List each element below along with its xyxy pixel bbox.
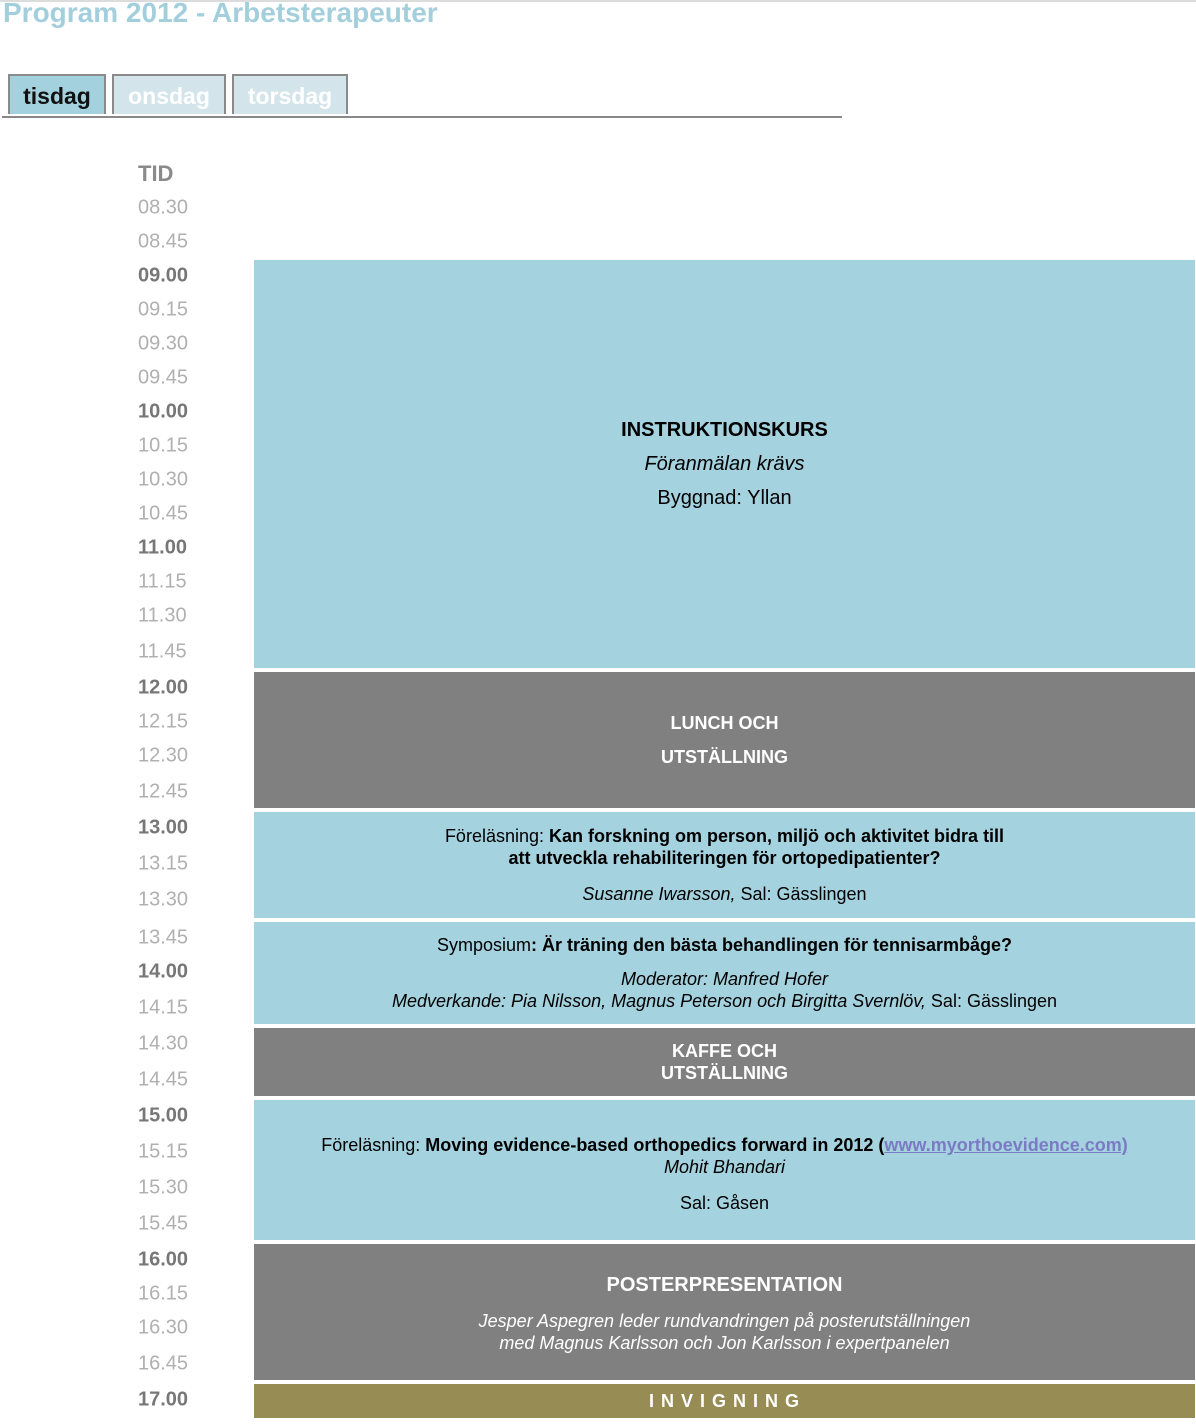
event-title-line2: UTSTÄLLNING bbox=[661, 1063, 788, 1083]
event-instruktionskurs bbox=[254, 260, 1195, 668]
time-label: 11.00 bbox=[138, 536, 187, 559]
time-label: 15.15 bbox=[138, 1140, 189, 1163]
time-label: 17.00 bbox=[138, 1388, 189, 1411]
time-label: 10.30 bbox=[138, 468, 189, 491]
time-label: 10.15 bbox=[138, 434, 189, 457]
time-label: 11.30 bbox=[138, 604, 187, 627]
event-forelasning-evidence bbox=[254, 1100, 1195, 1240]
time-label: 12.00 bbox=[138, 676, 189, 699]
event-title-line bbox=[321, 1134, 1128, 1156]
event-symposium bbox=[254, 922, 1195, 1024]
event-title-line bbox=[437, 934, 1012, 956]
page-title: Program 2012 - Arbetsterapeuter bbox=[3, 0, 438, 28]
event-posterpresentation bbox=[254, 1244, 1195, 1380]
event-moderator: Moderator: Manfred Hofer bbox=[620, 969, 829, 989]
time-label: 16.45 bbox=[138, 1352, 189, 1375]
time-label: 11.15 bbox=[138, 570, 187, 593]
event-speaker: Mohit Bhandari bbox=[663, 1157, 786, 1177]
event-room: Sal: Gässlingen bbox=[735, 884, 867, 904]
time-label: 13.15 bbox=[138, 852, 189, 875]
event-participants-line bbox=[392, 990, 1057, 1012]
event-title: I N V I G N I N G bbox=[648, 1391, 800, 1411]
event-title-line1 bbox=[445, 825, 1004, 847]
time-label: 09.00 bbox=[138, 264, 189, 287]
event-invigning bbox=[254, 1384, 1195, 1418]
event-participants: Medverkande: Pia Nilsson, Magnus Peterson och Birgitta Svernlöv, bbox=[391, 991, 926, 1011]
time-label: 08.45 bbox=[138, 230, 189, 253]
event-description-line1: Jesper Aspegren leder rundvandringen på posterutställningen bbox=[478, 1311, 971, 1331]
event-title: Moving evidence-based orthopedics forward in 2012 ( bbox=[425, 1135, 885, 1155]
time-label: 13.45 bbox=[138, 926, 189, 949]
time-label: 08.30 bbox=[138, 196, 189, 219]
time-label: 14.00 bbox=[138, 960, 189, 983]
event-type: Symposium bbox=[436, 935, 531, 955]
time-header: TID bbox=[138, 161, 174, 186]
event-room: Sal: Gässlingen bbox=[925, 991, 1057, 1011]
event-title-line1: KAFFE OCH bbox=[672, 1041, 777, 1061]
time-label: 16.00 bbox=[138, 1248, 189, 1271]
time-label: 10.45 bbox=[138, 502, 189, 525]
event-title: Kan forskning om person, miljö och aktivitet bidra till bbox=[549, 826, 1005, 846]
time-label: 09.15 bbox=[138, 298, 189, 321]
time-label: 09.30 bbox=[138, 332, 189, 355]
time-label: 10.00 bbox=[138, 400, 189, 423]
time-label: 14.15 bbox=[138, 996, 189, 1019]
time-label: 15.45 bbox=[138, 1212, 189, 1235]
time-label: 12.45 bbox=[138, 780, 189, 803]
time-label: 09.45 bbox=[138, 366, 189, 389]
time-label: 12.30 bbox=[138, 744, 189, 767]
time-label: 14.45 bbox=[138, 1068, 189, 1091]
event-title-line2: UTSTÄLLNING bbox=[661, 747, 788, 767]
time-label: 15.00 bbox=[138, 1104, 189, 1127]
event-title-line1: LUNCH OCH bbox=[670, 713, 779, 733]
event-speaker-line bbox=[582, 883, 866, 905]
tab-underline bbox=[2, 116, 842, 118]
event-speaker: Susanne Iwarsson, bbox=[582, 884, 736, 904]
time-label: 15.30 bbox=[138, 1176, 189, 1199]
event-title: INSTRUKTIONSKURS bbox=[621, 419, 828, 441]
event-forelasning-forskning bbox=[254, 812, 1195, 918]
event-type: Föreläsning: bbox=[321, 1135, 426, 1155]
time-label: 13.30 bbox=[138, 888, 189, 911]
event-type: Föreläsning: bbox=[444, 826, 549, 846]
event-description-line2: med Magnus Karlsson och Jon Karlsson i expertpanelen bbox=[499, 1333, 950, 1353]
event-title: : Är träning den bästa behandlingen för tennisarmbåge? bbox=[530, 935, 1013, 955]
event-room: Sal: Gåsen bbox=[679, 1193, 770, 1213]
event-lunch bbox=[254, 672, 1195, 808]
event-building: Byggnad: Yllan bbox=[657, 487, 792, 509]
event-kaffe bbox=[254, 1028, 1195, 1096]
event-title-line2: att utveckla rehabiliteringen för ortopedipatienter? bbox=[508, 848, 941, 868]
time-label: 16.30 bbox=[138, 1316, 189, 1339]
time-label: 16.15 bbox=[138, 1282, 189, 1305]
tab-onsdag[interactable]: onsdag bbox=[112, 74, 226, 114]
time-label: 13.00 bbox=[138, 816, 189, 839]
tab-torsdag[interactable]: torsdag bbox=[232, 74, 348, 114]
time-label: 14.30 bbox=[138, 1032, 189, 1055]
time-label: 11.45 bbox=[138, 640, 187, 663]
tab-tisdag[interactable]: tisdag bbox=[8, 74, 106, 114]
event-title: POSTERPRESENTATION bbox=[606, 1274, 843, 1296]
event-website-link[interactable]: www.myorthoevidence.com) bbox=[884, 1135, 1128, 1155]
event-subtitle: Föranmälan krävs bbox=[644, 453, 805, 475]
time-label: 12.15 bbox=[138, 710, 189, 733]
